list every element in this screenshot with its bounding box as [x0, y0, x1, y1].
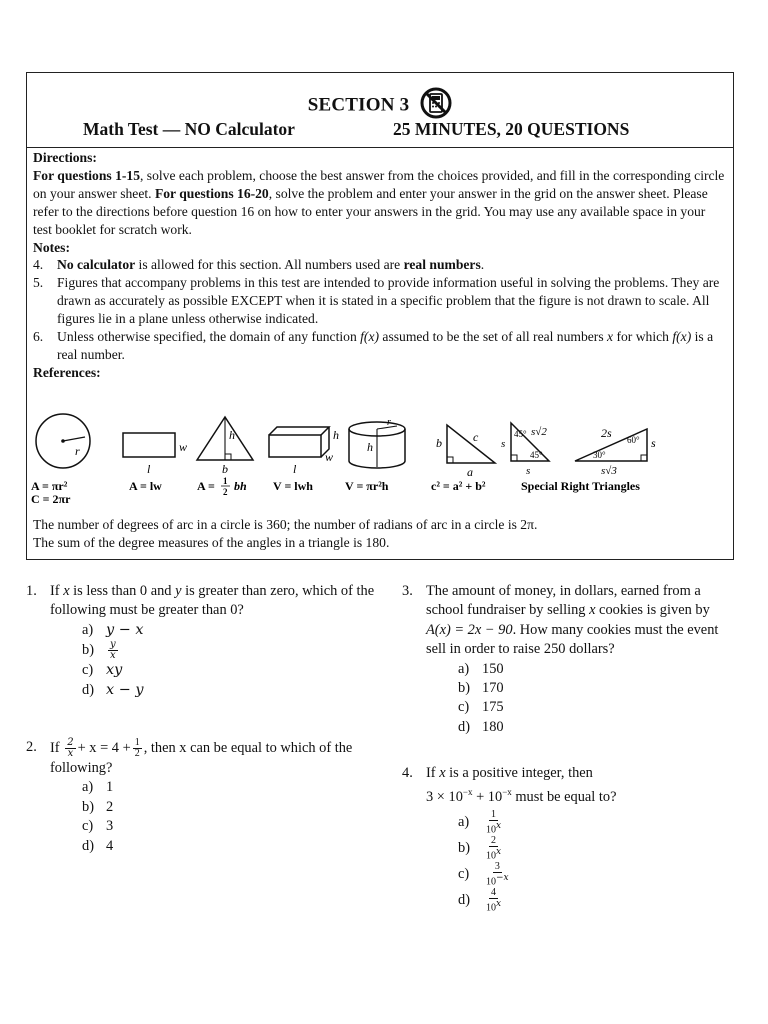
choice-letter: a)	[82, 779, 94, 796]
section-title-text: SECTION 3	[307, 94, 410, 116]
fraction-numerator: 4	[491, 886, 497, 898]
label-h: h	[367, 440, 373, 454]
note-item	[33, 328, 725, 364]
fraction-numerator: 2	[491, 834, 497, 846]
note-item	[33, 274, 725, 328]
note-math: f(x)	[672, 329, 692, 345]
question-1	[26, 582, 376, 700]
stem-expression: + 10	[472, 789, 503, 806]
fraction-denominator	[484, 899, 503, 913]
choice-fraction	[484, 810, 503, 835]
stem-expression: 3 × 10	[426, 789, 463, 806]
cylinder-volume-formula: V = πr²h	[345, 479, 389, 493]
question-stem	[426, 764, 738, 808]
fraction-denominator: x	[110, 650, 116, 662]
reference-facts	[33, 516, 537, 552]
answer-choices	[458, 660, 738, 738]
answer-choice[interactable]	[82, 681, 376, 700]
label-s-root2: s√2	[531, 426, 547, 438]
header-divider	[27, 147, 733, 148]
stem-text: . How many cookies must the event sell in order to raise 250 dollars?	[426, 621, 719, 658]
answer-choices	[82, 778, 376, 856]
rectangle-area-formula: A = lw	[129, 479, 162, 493]
answer-choice[interactable]	[82, 621, 376, 640]
stem-math: A(x) = 2x − 90	[426, 621, 513, 638]
answer-choice[interactable]	[458, 862, 738, 888]
label-w: w	[179, 440, 188, 454]
fraction-denominator	[484, 847, 503, 861]
directions-part1-text: , solve each problem, choose the best answer from the choices provided, and fill in the corresponding circle on your answer sheet.	[33, 167, 725, 201]
answer-choices	[458, 810, 738, 914]
stem-math: x	[589, 602, 596, 619]
choice-text: x − y	[106, 681, 144, 698]
answer-choice[interactable]	[458, 679, 738, 698]
label-l: l	[293, 462, 297, 476]
question-3	[402, 582, 738, 737]
box-volume-formula: V = lwh	[273, 479, 313, 493]
label-b: b	[222, 462, 228, 476]
question-stem	[50, 738, 376, 778]
fact-line: The number of degrees of arc in a circle is 360; the number of radians of arc in a circle is 2π.	[33, 517, 538, 532]
cylinder-figure	[349, 417, 405, 468]
rectangle-figure	[123, 433, 187, 476]
stem-text: If	[50, 583, 64, 599]
choice-letter: d)	[458, 718, 470, 735]
directions-text	[33, 167, 725, 239]
test-name: Math Test — NO Calculator	[83, 119, 295, 139]
question-stem	[426, 582, 738, 660]
label-2s: 2s	[601, 426, 612, 440]
choice-letter: c)	[82, 662, 94, 679]
circle-area-formula: A = πr²	[31, 479, 68, 493]
choice-letter: d)	[82, 837, 94, 854]
triangle-area-formula	[197, 476, 247, 497]
section-header-box	[26, 72, 734, 560]
choice-letter: a)	[458, 660, 470, 677]
label-r: r	[387, 417, 391, 428]
choice-text: 2	[106, 798, 114, 815]
stem-math: y	[175, 583, 182, 599]
denominator-base: 10	[486, 850, 496, 862]
label-s: s	[651, 436, 656, 450]
note-number: 6.	[33, 329, 44, 345]
note-bold: No calculator	[57, 257, 136, 273]
stem-fraction	[65, 738, 75, 759]
choice-letter: d)	[458, 891, 470, 908]
note-text: .	[480, 257, 485, 273]
stem-text: cookies is given by	[595, 602, 710, 619]
question-number: 4.	[402, 765, 413, 781]
label-30: 30°	[593, 450, 606, 460]
note-text: Figures that accompany problems in this test are intended to provide information useful in solving the problems. They are drawn as accurately as possible EXCEPT when it is stated in a specific problem that the figure is not drawn to scale. All figures lie in a plane unless otherwise indicated.	[57, 275, 720, 327]
note-number: 4.	[33, 257, 44, 273]
fraction-denominator: 2	[134, 748, 140, 759]
stem-text: , then x can be equal to which of the following?	[50, 739, 353, 776]
note-text: is a real number.	[57, 329, 714, 362]
label-a: a	[467, 465, 473, 479]
stem-text: is greater than zero, which of the following must be greater than 0?	[50, 583, 375, 619]
label-s: s	[501, 438, 506, 450]
stem-exponent: −x	[502, 787, 512, 798]
stem-text: If	[50, 739, 60, 756]
label-l: l	[147, 462, 151, 476]
stem-fraction	[133, 738, 142, 759]
choice-letter: b)	[458, 680, 470, 697]
label-45: 45°	[514, 429, 527, 439]
fraction-numerator: 3	[494, 860, 500, 872]
question-2	[26, 738, 376, 856]
notes-list	[33, 256, 725, 363]
choice-fraction	[484, 836, 503, 861]
note-text: for which	[613, 329, 673, 345]
denominator-exponent: −x	[496, 872, 509, 883]
choice-letter: c)	[458, 699, 470, 716]
answer-choice[interactable]	[458, 698, 738, 717]
answer-choice[interactable]	[82, 640, 376, 661]
choice-fraction	[108, 640, 118, 661]
directions-part2-text: , solve the problem and enter your answer in the grid on the answer sheet. Please refer to the directions before question 16 on how to enter your answers in the grid. You may use any available space in your test booklet for scratch work.	[33, 185, 708, 237]
triangle-45-45-90-figure	[501, 423, 549, 477]
answer-choice[interactable]	[82, 778, 376, 797]
denominator-base: 10	[486, 824, 496, 836]
box-figure	[269, 427, 339, 476]
label-45: 45°	[530, 450, 543, 460]
note-item	[33, 256, 725, 274]
stem-exponent: −x	[462, 787, 473, 798]
fraction-denominator	[484, 821, 503, 835]
denominator-exponent: x	[496, 898, 502, 909]
answer-choice[interactable]	[82, 837, 376, 856]
question-stem	[50, 582, 376, 621]
choice-letter: b)	[82, 798, 94, 815]
special-right-triangles-label: Special Right Triangles	[521, 479, 640, 493]
label-60: 60°	[627, 435, 640, 445]
denominator-base: 10	[486, 876, 496, 888]
directions-heading: Directions:	[33, 150, 97, 165]
choice-letter: a)	[82, 621, 94, 638]
circle-circumference-formula: C = 2πr	[31, 492, 71, 506]
label-b: b	[436, 436, 442, 450]
fraction-numerator: 2	[67, 737, 74, 748]
test-time-questions: 25 MINUTES, 20 QUESTIONS	[393, 119, 630, 139]
choice-text: 1	[106, 779, 114, 796]
answer-choice[interactable]	[458, 836, 738, 862]
note-text: is allowed for this section. All numbers used are	[135, 257, 404, 273]
stem-text: If	[426, 765, 440, 781]
fraction-denominator	[484, 873, 511, 887]
choice-fraction	[484, 862, 511, 887]
stem-text: The amount of money, in dollars, earned from a school fundraiser by selling	[426, 583, 701, 619]
directions-part2-bold: For questions 16-20	[154, 185, 269, 201]
note-number: 5.	[33, 275, 44, 291]
label-h: h	[229, 428, 235, 442]
note-text: assumed to be the set of all real numbers	[379, 329, 608, 345]
note-math: f(x)	[360, 329, 380, 345]
question-number: 1.	[26, 583, 37, 599]
answer-choices	[82, 621, 376, 700]
denominator-base: 10	[486, 902, 496, 914]
denominator-exponent: x	[496, 846, 502, 857]
answer-choice[interactable]	[458, 810, 738, 836]
stem-math: x	[439, 765, 446, 781]
fraction-numerator: 1	[134, 737, 140, 748]
stem-text: is less than 0 and	[69, 583, 176, 599]
denominator-exponent: x	[496, 820, 502, 831]
stem-text: + x = 4 +	[77, 739, 131, 756]
choice-text: 150	[482, 660, 504, 677]
note-bold: real numbers	[403, 257, 481, 273]
answer-choice[interactable]	[458, 660, 738, 679]
question-4	[402, 764, 738, 914]
choice-letter: c)	[458, 865, 470, 882]
choice-letter: c)	[82, 818, 94, 835]
directions-block	[33, 149, 725, 382]
choice-text: 175	[482, 699, 504, 716]
fraction-numerator: y	[110, 639, 116, 651]
label-w: w	[325, 450, 334, 464]
label-r: r	[75, 444, 80, 458]
tri-formula-suffix: bh	[234, 479, 247, 493]
choice-letter: b)	[82, 642, 94, 659]
stem-text: is a positive integer, then	[445, 765, 593, 781]
reference-figures	[27, 417, 735, 506]
note-text: Unless otherwise specified, the domain of any function	[57, 329, 361, 345]
tri-formula-num: 1	[223, 476, 228, 486]
choice-letter: d)	[82, 681, 94, 698]
directions-part1-bold: For questions 1-15	[33, 167, 140, 183]
fraction-denominator: x	[67, 748, 74, 759]
tri-formula-den: 2	[223, 487, 228, 497]
question-number: 2.	[26, 739, 37, 755]
triangle-figure	[197, 417, 253, 476]
choice-text: 170	[482, 680, 504, 697]
notes-heading: Notes:	[33, 239, 70, 255]
triangle-30-60-90-figure	[575, 426, 656, 477]
label-s: s	[526, 465, 531, 477]
answer-choice[interactable]	[458, 718, 738, 737]
label-c: c	[473, 430, 479, 444]
fraction-numerator: 1	[491, 808, 497, 820]
circle-figure	[36, 414, 90, 468]
pythagorean-formula: c² = a² + b²	[431, 479, 486, 493]
right-triangle-figure	[436, 425, 495, 479]
answer-choice[interactable]	[82, 661, 376, 680]
choice-text: 3	[106, 818, 114, 835]
fact-line: The sum of the degree measures of the angles in a triangle is 180.	[33, 535, 390, 550]
choice-text: 4	[106, 837, 114, 854]
choice-fraction	[484, 888, 503, 913]
answer-choice[interactable]	[82, 817, 376, 836]
choice-letter: b)	[458, 839, 470, 856]
choice-text: y − x	[106, 621, 144, 638]
choice-letter: a)	[458, 813, 470, 830]
choice-text: 180	[482, 718, 504, 735]
tri-formula-prefix: A =	[197, 479, 215, 493]
question-number: 3.	[402, 583, 413, 599]
answer-choice[interactable]	[82, 798, 376, 817]
label-h: h	[333, 428, 339, 442]
references-heading: References:	[33, 364, 101, 380]
note-math: x	[607, 329, 614, 345]
label-s-root3: s√3	[601, 465, 617, 477]
choice-text: xy	[106, 662, 123, 679]
stem-text: must be equal to?	[511, 789, 617, 806]
answer-choice[interactable]	[458, 888, 738, 914]
stem-math: x	[63, 583, 70, 599]
